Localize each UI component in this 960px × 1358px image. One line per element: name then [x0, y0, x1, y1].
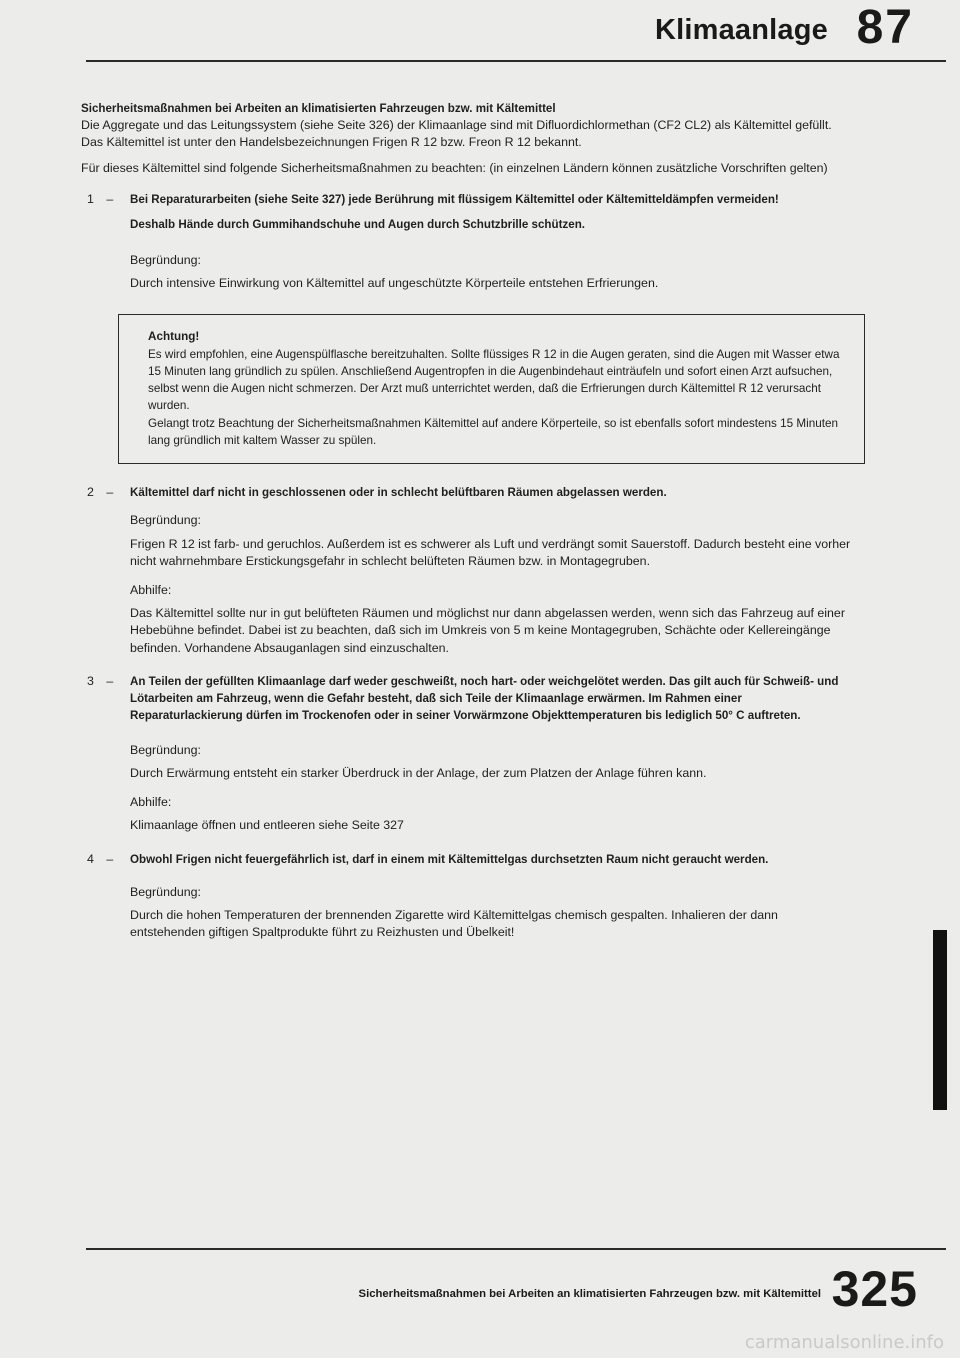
warning-title: Achtung! — [148, 330, 200, 344]
item-number: 3 — [87, 673, 94, 688]
reason-label: Begründung: — [130, 252, 201, 267]
thumb-index-tab — [933, 930, 947, 1110]
warning-paragraph: Gelangt trotz Beachtung der Sicherheitsmaßnahmen Kältemittel auf andere Körperteile, so ist ebenfalls sofort mindestens 15 Minuten lang gründlich mit kaltem Wasser zu spülen. — [148, 416, 838, 447]
reason-text: Durch die hohen Temperaturen der brennenden Zigarette wird Kältemittelgas chemisch gespalten. Inhalieren der dann entstehenden giftigen Spaltprodukte führt zu Reizhusten und Übelkeit! — [130, 907, 778, 939]
item-marker — [87, 191, 113, 208]
item-number: 1 — [87, 191, 94, 206]
item-number: 4 — [87, 851, 94, 866]
chapter-number: 87 — [856, 1, 914, 54]
warning-paragraph: Es wird empfohlen, eine Augenspülflasche bereitzuhalten. Sollte flüssiges R 12 in die Augen geraten, sind die Augen mit Wasser etwa 15 Minuten lang gründlich zu spülen. Anschließend Augentropfen in die Augenbindehaut einträufeln und sofort einen Arzt aufsuchen, selbst wenn die Augen nicht schmerzen. Der Arzt muß unterrichtet werden, daß die Erfrierungen durch Kältemittel R 12 verursacht wurden. — [148, 347, 840, 413]
safety-item — [81, 484, 856, 656]
item-statement: Bei Reparaturarbeiten (siehe Seite 327) jede Berührung mit flüssigem Kältemittel oder Kältemitteldämpfen vermeiden! — [130, 192, 779, 206]
remedy-label: Abhilfe: — [130, 795, 172, 810]
intro-paragraph: Für dieses Kältemittel sind folgende Sicherheitsmaßnahmen zu beachten: (in einzelnen Ländern können zusätzliche Vorschriften gelten) — [81, 160, 828, 175]
item-dash: – — [106, 485, 114, 500]
item-statement: Kältemittel darf nicht in geschlossenen oder in schlecht belüftbaren Räumen abgelassen werden. — [130, 486, 667, 500]
safety-item — [81, 851, 856, 942]
item-marker — [87, 484, 113, 501]
reason-text: Durch intensive Einwirkung von Kältemittel auf ungeschützte Körperteile entstehen Erfrierungen. — [130, 276, 659, 291]
safety-item — [81, 191, 856, 292]
warning-box — [118, 314, 865, 464]
item-marker — [87, 673, 113, 690]
page-content — [81, 100, 856, 941]
remedy-label: Abhilfe: — [130, 582, 172, 597]
item-statement-2: Deshalb Hände durch Gummihandschuhe und Augen durch Schutzbrille schützen. — [130, 217, 585, 231]
intro-paragraph: Die Aggregate und das Leitungssystem (siehe Seite 326) der Klimaanlage sind mit Difluordichlormethan (CF2 CL2) als Kältemittel gefüllt. Das Kältemittel ist unter den Handelsbezeichnungen Frigen R 12 bzw. Freon R 12 bekannt. — [81, 118, 832, 150]
watermark: carmanualsonline.info — [744, 1332, 944, 1353]
item-number: 2 — [87, 485, 94, 500]
section-heading: Sicherheitsmaßnahmen bei Arbeiten an klimatisierten Fahrzeugen bzw. mit Kältemittel — [81, 102, 556, 115]
item-statement: Obwohl Frigen nicht feuergefährlich ist, darf in einem mit Kältemittelgas durchsetzten Raum nicht geraucht werden. — [130, 852, 769, 866]
footer-rule — [86, 1248, 946, 1250]
remedy-text: Klimaanlage öffnen und entleeren siehe Seite 327 — [130, 818, 404, 833]
safety-item — [81, 673, 856, 835]
item-dash: – — [106, 673, 114, 688]
item-dash: – — [106, 851, 114, 866]
item-marker — [87, 851, 113, 868]
page-number: 325 — [831, 1261, 918, 1317]
reason-label: Begründung: — [130, 742, 201, 757]
reason-label: Begründung: — [130, 884, 201, 899]
header-rule — [86, 60, 946, 62]
footer-text: Sicherheitsmaßnahmen bei Arbeiten an klimatisierten Fahrzeugen bzw. mit Kältemittel — [358, 1288, 821, 1300]
reason-text: Frigen R 12 ist farb- und geruchlos. Außerdem ist es schwerer als Luft und verdrängt somit Sauerstoff. Dadurch besteht eine vorher nicht wahrnehmbare Erstickungsgefahr in schlecht belüfteten Räumen bzw. in Montagegruben. — [130, 536, 851, 568]
item-dash: – — [106, 191, 114, 206]
reason-label: Begründung: — [130, 513, 201, 528]
reason-text: Durch Erwärmung entsteht ein starker Überdruck in der Anlage, der zum Platzen der Anlage führen kann. — [130, 765, 707, 780]
chapter-title: Klimaanlage — [654, 14, 828, 46]
item-statement: An Teilen der gefüllten Klimaanlage darf weder geschweißt, noch hart- oder weichgelötet werden. Das gilt auch für Schweiß- und Lötarbeiten am Fahrzeug, wenn die Gefahr besteht, daß sich Teile der Klimaanlage erwärmen. Im Rahmen einer Reparaturlackierung dürfen im Trockenofen oder in seiner Vorwärmzone Objekttemperaturen bis lediglich 50° C auftreten. — [130, 674, 839, 722]
remedy-text: Das Kältemittel sollte nur in gut belüfteten Räumen und möglichst nur dann abgelassen werden, wenn sich das Fahrzeug auf einer Hebebühne befindet. Dabei ist zu beachten, daß sich im Umkreis von 5 m keine Montagegruben, Schächte oder Kellereingänge befinden. Vorhandene Absauganlagen sind einzuschalten. — [130, 606, 845, 655]
